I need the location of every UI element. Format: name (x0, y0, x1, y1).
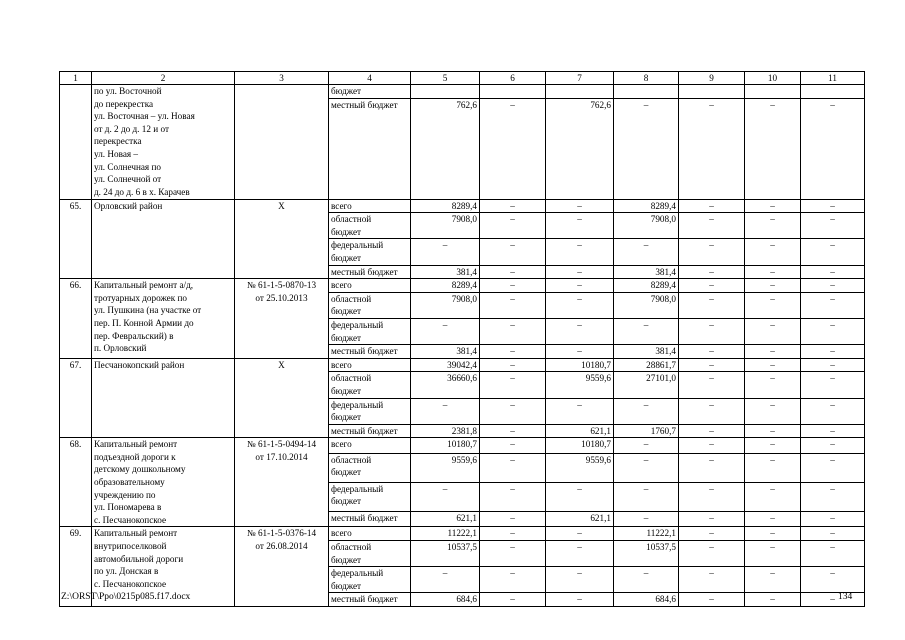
value-cell: – (480, 567, 546, 593)
document-cell: № 61-1-5-0376-14 от 26.08.2014 (235, 527, 329, 607)
value-cell: 7908,0 (411, 292, 480, 318)
value-cell: – (546, 593, 614, 607)
value-cell: – (480, 512, 546, 527)
value-cell: – (614, 98, 679, 199)
value-cell (411, 85, 480, 99)
value-cell: 381,4 (411, 265, 480, 279)
document-page (59, 71, 864, 607)
funding-source-cell: федеральный бюджет (329, 398, 411, 424)
value-cell: – (480, 199, 546, 213)
value-cell: – (679, 482, 745, 511)
row-number-cell: 69. (60, 527, 92, 607)
funding-source-cell: областной бюджет (329, 453, 411, 482)
value-cell: 36660,6 (411, 372, 480, 398)
value-cell: – (801, 424, 865, 438)
value-cell: – (801, 199, 865, 213)
row-number-cell: 68. (60, 438, 92, 527)
value-cell: – (801, 438, 865, 453)
value-cell: 28861,7 (614, 358, 679, 372)
table-row (60, 85, 865, 99)
table-body (60, 72, 865, 607)
value-cell: – (546, 541, 614, 567)
document-cell: Х (235, 358, 329, 438)
row-number-cell: 65. (60, 199, 92, 279)
value-cell: 621,1 (411, 512, 480, 527)
value-cell: – (745, 199, 801, 213)
value-cell: – (745, 567, 801, 593)
value-cell: – (679, 239, 745, 265)
funding-source-cell: областной бюджет (329, 372, 411, 398)
value-cell: 2381,8 (411, 424, 480, 438)
value-cell: – (679, 372, 745, 398)
value-cell: – (679, 98, 745, 199)
value-cell: – (801, 292, 865, 318)
value-cell: 39042,4 (411, 358, 480, 372)
column-number: 9 (679, 72, 745, 85)
value-cell: – (679, 358, 745, 372)
value-cell: – (480, 453, 546, 482)
funding-source-cell: бюджет (329, 85, 411, 99)
value-cell: – (745, 527, 801, 541)
value-cell: – (679, 541, 745, 567)
value-cell: – (480, 318, 546, 344)
value-cell (801, 85, 865, 99)
value-cell: – (801, 239, 865, 265)
value-cell: – (480, 292, 546, 318)
value-cell: – (614, 239, 679, 265)
value-cell: 8289,4 (411, 199, 480, 213)
value-cell: – (614, 482, 679, 511)
value-cell: 8289,4 (614, 279, 679, 293)
value-cell (614, 85, 679, 99)
value-cell: 9559,6 (546, 453, 614, 482)
value-cell: – (411, 567, 480, 593)
value-cell: – (679, 424, 745, 438)
value-cell (679, 85, 745, 99)
value-cell: – (801, 512, 865, 527)
value-cell: 7908,0 (411, 213, 480, 239)
value-cell: 9559,6 (546, 372, 614, 398)
object-name-cell: Песчанокопский район (92, 358, 235, 438)
value-cell: – (679, 213, 745, 239)
funding-source-cell: всего (329, 199, 411, 213)
value-cell: – (614, 512, 679, 527)
value-cell: – (546, 213, 614, 239)
value-cell: – (480, 438, 546, 453)
value-cell: – (679, 527, 745, 541)
value-cell: 10180,7 (546, 358, 614, 372)
value-cell: 381,4 (411, 345, 480, 359)
value-cell: – (480, 98, 546, 199)
funding-source-cell: всего (329, 438, 411, 453)
value-cell: – (480, 593, 546, 607)
value-cell: 10180,7 (546, 438, 614, 453)
object-name-cell: Капитальный ремонт подъездной дороги к детскому дошкольному образовательному учреждению по ул. Пономарева в с. Песчанокопское (92, 438, 235, 527)
value-cell (480, 85, 546, 99)
column-number: 5 (411, 72, 480, 85)
document-cell (235, 85, 329, 200)
column-number: 1 (60, 72, 92, 85)
value-cell: – (801, 398, 865, 424)
value-cell: – (679, 199, 745, 213)
value-cell: – (411, 482, 480, 511)
value-cell: – (679, 453, 745, 482)
value-cell: – (745, 438, 801, 453)
value-cell: – (679, 438, 745, 453)
funding-source-cell: местный бюджет (329, 593, 411, 607)
value-cell: – (745, 541, 801, 567)
value-cell: 621,1 (546, 424, 614, 438)
value-cell: – (480, 398, 546, 424)
value-cell: – (546, 279, 614, 293)
value-cell: – (745, 98, 801, 199)
value-cell: 621,1 (546, 512, 614, 527)
value-cell: – (745, 482, 801, 511)
value-cell: – (679, 567, 745, 593)
column-number-row (60, 72, 865, 85)
funding-source-cell: федеральный бюджет (329, 567, 411, 593)
value-cell: – (679, 593, 745, 607)
value-cell: – (801, 358, 865, 372)
value-cell: – (745, 593, 801, 607)
value-cell: – (679, 345, 745, 359)
funding-source-cell: областной бюджет (329, 541, 411, 567)
column-number: 10 (745, 72, 801, 85)
file-path: Z:\ORST\Ppo\0215p085.f17.docx (61, 592, 191, 602)
table-row (60, 358, 865, 372)
row-number-cell: 66. (60, 279, 92, 359)
funding-source-cell: всего (329, 279, 411, 293)
value-cell: – (745, 345, 801, 359)
funding-source-cell: местный бюджет (329, 98, 411, 199)
row-number-cell: 67. (60, 358, 92, 438)
value-cell: – (614, 453, 679, 482)
value-cell: – (546, 398, 614, 424)
column-number: 2 (92, 72, 235, 85)
value-cell: 762,6 (546, 98, 614, 199)
value-cell: – (546, 318, 614, 344)
value-cell: – (745, 358, 801, 372)
value-cell: – (801, 265, 865, 279)
value-cell: 10537,5 (614, 541, 679, 567)
value-cell: 9559,6 (411, 453, 480, 482)
object-name-cell: Орловский район (92, 199, 235, 279)
value-cell: – (679, 279, 745, 293)
value-cell: – (546, 482, 614, 511)
value-cell: 11222,1 (614, 527, 679, 541)
value-cell: – (801, 345, 865, 359)
value-cell: – (480, 482, 546, 511)
funding-source-cell: местный бюджет (329, 265, 411, 279)
value-cell: 684,6 (614, 593, 679, 607)
value-cell: – (745, 453, 801, 482)
value-cell: – (801, 527, 865, 541)
value-cell: – (801, 372, 865, 398)
value-cell: – (679, 512, 745, 527)
object-name-cell: Капитальный ремонт а/д, тротуарных дорожек по ул. Пушкина (на участке от пер. П. Конной Армии до пер. Февральский) в п. Орловский (92, 279, 235, 359)
value-cell: – (411, 318, 480, 344)
value-cell: – (679, 398, 745, 424)
value-cell: – (801, 318, 865, 344)
value-cell: – (480, 279, 546, 293)
value-cell: 1760,7 (614, 424, 679, 438)
value-cell: 381,4 (614, 345, 679, 359)
value-cell: 27101,0 (614, 372, 679, 398)
object-name-cell: Капитальный ремонт внутрипоселковой автомобильной дороги по ул. Донская в с. Песчанокопское (92, 527, 235, 607)
value-cell: – (801, 279, 865, 293)
value-cell: 10180,7 (411, 438, 480, 453)
funding-source-cell: областной бюджет (329, 213, 411, 239)
document-cell: № 61-1-5-0494-14 от 17.10.2014 (235, 438, 329, 527)
value-cell: 762,6 (411, 98, 480, 199)
value-cell (745, 85, 801, 99)
funding-source-cell: всего (329, 527, 411, 541)
value-cell: – (745, 424, 801, 438)
value-cell: – (546, 292, 614, 318)
column-number: 4 (329, 72, 411, 85)
value-cell: – (745, 292, 801, 318)
funding-source-cell: местный бюджет (329, 345, 411, 359)
value-cell: – (679, 318, 745, 344)
funding-source-cell: федеральный бюджет (329, 318, 411, 344)
value-cell: 10537,5 (411, 541, 480, 567)
value-cell: – (411, 398, 480, 424)
value-cell: – (546, 527, 614, 541)
value-cell: 381,4 (614, 265, 679, 279)
value-cell: – (480, 372, 546, 398)
row-number-cell (60, 85, 92, 200)
table-row (60, 438, 865, 453)
value-cell: – (679, 265, 745, 279)
value-cell: – (614, 567, 679, 593)
document-cell: № 61-1-5-0870-13 от 25.10.2013 (235, 279, 329, 359)
value-cell (546, 85, 614, 99)
value-cell: – (801, 593, 865, 607)
financing-table (59, 71, 865, 607)
value-cell: – (745, 512, 801, 527)
value-cell: – (745, 279, 801, 293)
value-cell: – (801, 98, 865, 199)
value-cell: – (546, 265, 614, 279)
column-number: 3 (235, 72, 329, 85)
column-number: 8 (614, 72, 679, 85)
value-cell: – (546, 239, 614, 265)
column-number: 7 (546, 72, 614, 85)
value-cell: – (801, 541, 865, 567)
object-name-cell: по ул. Восточной до перекрестка ул. Восточная – ул. Новая от д. 2 до д. 12 и от перекрестка ул. Новая – ул. Солнечная по ул. Солнечной от д. 24 до д. 6 в х. Карачев (92, 85, 235, 200)
funding-source-cell: местный бюджет (329, 424, 411, 438)
value-cell: – (801, 567, 865, 593)
column-number: 11 (801, 72, 865, 85)
value-cell: – (745, 213, 801, 239)
value-cell: – (480, 239, 546, 265)
value-cell: – (801, 453, 865, 482)
value-cell: – (546, 345, 614, 359)
value-cell: – (480, 527, 546, 541)
value-cell: – (480, 265, 546, 279)
value-cell: – (745, 265, 801, 279)
value-cell: 8289,4 (614, 199, 679, 213)
column-number: 6 (480, 72, 546, 85)
table-row (60, 199, 865, 213)
table-row (60, 527, 865, 541)
value-cell: 7908,0 (614, 292, 679, 318)
funding-source-cell: областной бюджет (329, 292, 411, 318)
value-cell: – (480, 213, 546, 239)
funding-source-cell: федеральный бюджет (329, 239, 411, 265)
value-cell: 8289,4 (411, 279, 480, 293)
document-cell: Х (235, 199, 329, 279)
value-cell: – (480, 358, 546, 372)
value-cell: – (801, 213, 865, 239)
value-cell: – (480, 541, 546, 567)
value-cell: – (745, 398, 801, 424)
value-cell: – (614, 438, 679, 453)
value-cell: – (546, 199, 614, 213)
page-number: 134 (838, 592, 853, 602)
value-cell: – (614, 318, 679, 344)
value-cell: – (801, 482, 865, 511)
value-cell: 684,6 (411, 593, 480, 607)
value-cell: – (546, 567, 614, 593)
value-cell: – (679, 292, 745, 318)
value-cell: – (480, 345, 546, 359)
value-cell: – (745, 372, 801, 398)
value-cell: – (411, 239, 480, 265)
funding-source-cell: местный бюджет (329, 512, 411, 527)
value-cell: – (745, 239, 801, 265)
table-row (60, 279, 865, 293)
value-cell: – (480, 424, 546, 438)
funding-source-cell: всего (329, 358, 411, 372)
value-cell: 7908,0 (614, 213, 679, 239)
value-cell: 11222,1 (411, 527, 480, 541)
value-cell: – (614, 398, 679, 424)
funding-source-cell: федеральный бюджет (329, 482, 411, 511)
value-cell: – (745, 318, 801, 344)
